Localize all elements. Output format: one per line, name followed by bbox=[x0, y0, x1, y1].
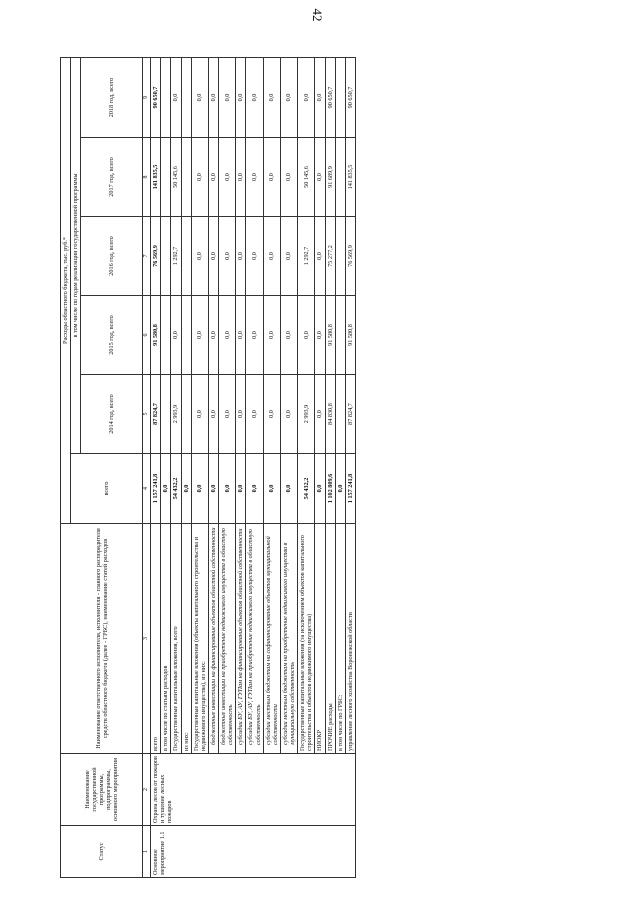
row-total-cell: 0,0 bbox=[335, 454, 345, 524]
row-year-cell: 0,0 bbox=[219, 375, 236, 454]
header-year-2015: 2015 год, всего bbox=[81, 296, 143, 375]
row-year-cell: 50 145,6 bbox=[171, 138, 181, 217]
row-year-cell: 91 689,9 bbox=[325, 138, 335, 217]
row-year-cell: 0,0 bbox=[191, 375, 208, 454]
program-name-cell: Охрана лесов от пожаров и тушение лесных пожаров bbox=[151, 754, 356, 826]
row-total-cell: 1 157 241,8 bbox=[151, 454, 161, 524]
row-year-cell bbox=[161, 296, 171, 375]
rotated-table-container bbox=[60, 58, 595, 878]
col-number: 3 bbox=[143, 524, 151, 754]
column-numbers-row bbox=[143, 57, 151, 877]
row-year-cell bbox=[181, 296, 191, 375]
row-year-cell: 0,0 bbox=[246, 375, 263, 454]
row-total-cell: 0,0 bbox=[208, 454, 218, 524]
row-total-cell: 0,0 bbox=[263, 454, 280, 524]
row-year-cell: 1 292,7 bbox=[171, 217, 181, 296]
row-year-cell: 1 292,7 bbox=[298, 217, 315, 296]
row-year-cell: 0,0 bbox=[236, 217, 246, 296]
row-name-cell: управление лесного хозяйства Воронежской области bbox=[345, 524, 355, 754]
row-year-cell: 0,0 bbox=[208, 375, 218, 454]
row-year-cell: 0,0 bbox=[263, 217, 280, 296]
row-year-cell bbox=[335, 217, 345, 296]
row-year-cell: 0,0 bbox=[246, 296, 263, 375]
row-year-cell: 87 824,7 bbox=[345, 375, 355, 454]
row-year-cell: 76 569,9 bbox=[345, 217, 355, 296]
row-year-cell: 0,0 bbox=[219, 296, 236, 375]
row-name-cell: НИОКР bbox=[315, 524, 325, 754]
header-year-2016: 2016 год, всего bbox=[81, 217, 143, 296]
row-total-cell: 0,0 bbox=[315, 454, 325, 524]
row-year-cell: 0,0 bbox=[236, 296, 246, 375]
row-name-cell: Государственные капитальные вложения (за исключением объектов капитального строительства и объектов недвижимого имущества) bbox=[298, 524, 315, 754]
row-total-cell: 0,0 bbox=[219, 454, 236, 524]
col-number: 4 bbox=[143, 454, 151, 524]
row-year-cell bbox=[161, 217, 171, 296]
row-name-cell: Государственные капитальные вложения, всего bbox=[171, 524, 181, 754]
row-year-cell bbox=[161, 57, 171, 137]
row-year-cell: 0,0 bbox=[280, 296, 297, 375]
header-expenses: Расходы областного бюджета, тыс. руб.* bbox=[61, 57, 71, 523]
row-year-cell: 50 145,6 bbox=[298, 138, 315, 217]
row-year-cell: 0,0 bbox=[219, 138, 236, 217]
row-name-cell: Государственные капитальные вложения (объекты капитального строительства и недвижимого имущества), из них: bbox=[191, 524, 208, 754]
header-year-2014: 2014 год, всего bbox=[81, 375, 143, 454]
col-number: 7 bbox=[143, 217, 151, 296]
row-year-cell: 2 993,9 bbox=[298, 375, 315, 454]
expenses-table bbox=[60, 57, 356, 878]
row-year-cell bbox=[181, 138, 191, 217]
row-year-cell bbox=[335, 375, 345, 454]
row-year-cell: 0,0 bbox=[246, 217, 263, 296]
row-year-cell: 141 835,5 bbox=[345, 138, 355, 217]
row-year-cell: 0,0 bbox=[246, 57, 263, 137]
row-year-cell: 2 993,9 bbox=[171, 375, 181, 454]
row-year-cell: 0,0 bbox=[298, 57, 315, 137]
header-year-2017: 2017 год, всего bbox=[81, 138, 143, 217]
row-year-cell bbox=[181, 57, 191, 137]
row-year-cell bbox=[335, 138, 345, 217]
row-total-cell: 54 432,2 bbox=[171, 454, 181, 524]
row-year-cell: 90 650,7 bbox=[345, 57, 355, 137]
row-total-cell: 0,0 bbox=[236, 454, 246, 524]
row-total-cell: 0,0 bbox=[246, 454, 263, 524]
table-body bbox=[151, 57, 356, 877]
row-year-cell bbox=[161, 138, 171, 217]
header-total: всего bbox=[71, 454, 143, 524]
row-name-cell: субсидии местным бюджетам на приобретение недвижимого имущества в муниципальную собственность bbox=[280, 524, 297, 754]
row-total-cell: 1 157 241,8 bbox=[345, 454, 355, 524]
row-name-cell: субсидии БУ, АУ, ГУПам на приобретение недвижимого имущества в областную собственность bbox=[246, 524, 263, 754]
row-name-cell: бюджетные инвестиции на приобретение недвижимого имущества в областную собственность bbox=[219, 524, 236, 754]
row-year-cell: 0,0 bbox=[246, 138, 263, 217]
row-year-cell: 0,0 bbox=[315, 217, 325, 296]
header-year-2018: 2018 год, всего bbox=[81, 57, 143, 137]
row-total-cell: 0,0 bbox=[161, 454, 171, 524]
row-year-cell: 91 580,8 bbox=[151, 296, 161, 375]
row-year-cell: 0,0 bbox=[263, 375, 280, 454]
row-year-cell: 0,0 bbox=[315, 57, 325, 137]
row-year-cell: 91 580,8 bbox=[325, 296, 335, 375]
row-year-cell bbox=[335, 57, 345, 137]
row-year-cell: 0,0 bbox=[280, 217, 297, 296]
row-year-cell: 0,0 bbox=[280, 138, 297, 217]
row-year-cell: 90 650,7 bbox=[325, 57, 335, 137]
col-number: 6 bbox=[143, 296, 151, 375]
row-year-cell: 0,0 bbox=[236, 138, 246, 217]
table-row bbox=[151, 57, 161, 877]
page-number: 42 bbox=[310, 8, 325, 22]
header-status: Статус bbox=[61, 826, 143, 878]
row-year-cell: 0,0 bbox=[208, 57, 218, 137]
row-year-cell: 75 277,2 bbox=[325, 217, 335, 296]
row-name-cell: в том числе по статьям расходов bbox=[161, 524, 171, 754]
row-year-cell: 0,0 bbox=[191, 296, 208, 375]
row-total-cell: 0,0 bbox=[181, 454, 191, 524]
row-year-cell: 141 835,5 bbox=[151, 138, 161, 217]
row-year-cell bbox=[181, 217, 191, 296]
row-year-cell bbox=[335, 296, 345, 375]
row-year-cell: 0,0 bbox=[280, 57, 297, 137]
row-year-cell bbox=[181, 375, 191, 454]
col-number: 1 bbox=[143, 826, 151, 878]
status-cell: Основное мероприятие 1.1 bbox=[151, 826, 356, 878]
row-name-cell: всего bbox=[151, 524, 161, 754]
row-year-cell: 84 830,8 bbox=[325, 375, 335, 454]
row-total-cell: 54 432,2 bbox=[298, 454, 315, 524]
row-year-cell: 0,0 bbox=[315, 138, 325, 217]
row-year-cell: 0,0 bbox=[315, 296, 325, 375]
row-year-cell: 0,0 bbox=[263, 296, 280, 375]
row-year-cell: 0,0 bbox=[280, 375, 297, 454]
row-name-cell: в том числе по ГРБС: bbox=[335, 524, 345, 754]
col-number: 9 bbox=[143, 57, 151, 137]
row-year-cell: 0,0 bbox=[263, 138, 280, 217]
row-name-cell: субсидии местным бюджетам на софинансирование объектов муниципальной собственности bbox=[263, 524, 280, 754]
row-name-cell: из них: bbox=[181, 524, 191, 754]
row-year-cell: 0,0 bbox=[263, 57, 280, 137]
row-name-cell: ПРОЧИЕ расходы bbox=[325, 524, 335, 754]
row-year-cell bbox=[161, 375, 171, 454]
col-number: 5 bbox=[143, 375, 151, 454]
row-year-cell: 0,0 bbox=[219, 57, 236, 137]
row-year-cell: 87 824,7 bbox=[151, 375, 161, 454]
row-year-cell: 91 580,8 bbox=[345, 296, 355, 375]
header-program-name: Наименование государственной программы, подпрограммы, основного мероприятия bbox=[61, 754, 143, 826]
row-year-cell: 0,0 bbox=[171, 296, 181, 375]
row-year-cell: 90 650,7 bbox=[151, 57, 161, 137]
row-year-cell: 0,0 bbox=[208, 138, 218, 217]
col-number: 8 bbox=[143, 138, 151, 217]
row-total-cell: 1 102 809,6 bbox=[325, 454, 335, 524]
row-year-cell: 0,0 bbox=[236, 375, 246, 454]
header-executor: Наименование ответственного исполнителя, исполнителя - главного распорядителя средств областного бюджета (далее - ГРБС), наименование статей расходов bbox=[61, 524, 143, 754]
row-year-cell: 0,0 bbox=[236, 57, 246, 137]
row-year-cell: 0,0 bbox=[191, 217, 208, 296]
row-year-cell: 0,0 bbox=[298, 296, 315, 375]
header-by-years: в том числе по годам реализации государственной программы bbox=[71, 57, 81, 453]
row-year-cell: 0,0 bbox=[219, 217, 236, 296]
col-number: 2 bbox=[143, 754, 151, 826]
row-total-cell: 0,0 bbox=[280, 454, 297, 524]
row-year-cell: 0,0 bbox=[191, 138, 208, 217]
row-year-cell: 0,0 bbox=[208, 217, 218, 296]
row-year-cell: 0,0 bbox=[208, 296, 218, 375]
row-name-cell: бюджетные инвестиции на финансирование объектов областной собственности bbox=[208, 524, 218, 754]
row-total-cell: 0,0 bbox=[191, 454, 208, 524]
row-year-cell: 76 569,9 bbox=[151, 217, 161, 296]
row-year-cell: 0,0 bbox=[171, 57, 181, 137]
row-year-cell: 0,0 bbox=[315, 375, 325, 454]
row-name-cell: субсидии БУ, АУ, ГУПам на финансирование объектов областной собственности bbox=[236, 524, 246, 754]
row-year-cell: 0,0 bbox=[191, 57, 208, 137]
